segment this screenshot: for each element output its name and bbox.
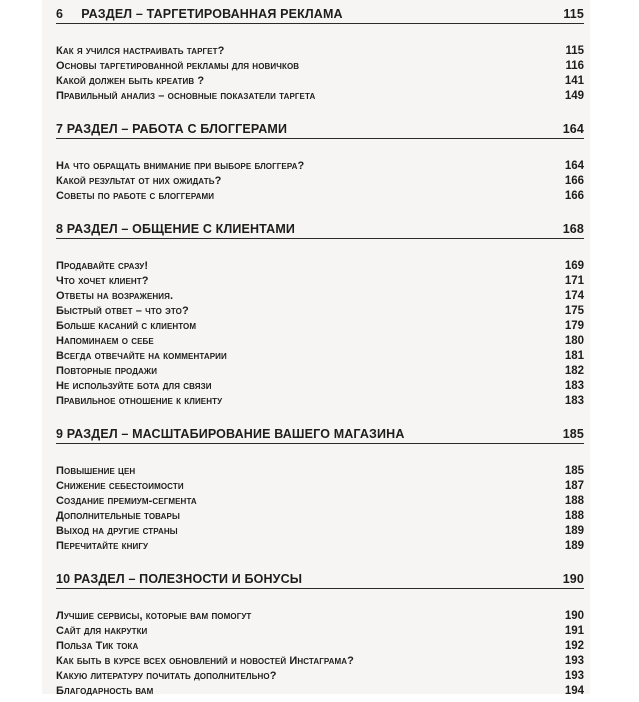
toc-entry bbox=[56, 44, 584, 59]
toc-entry bbox=[56, 479, 584, 494]
toc-entry-page-number: 192 bbox=[564, 640, 584, 652]
section-heading-page-number: 164 bbox=[562, 122, 584, 136]
toc-entry bbox=[56, 89, 584, 104]
toc-entry-page-number: 164 bbox=[564, 160, 584, 172]
toc-entry-title: Сайт для накрутки bbox=[56, 625, 148, 637]
toc-entry bbox=[56, 189, 584, 204]
toc-entry-title: Больше касаний с клиентом bbox=[56, 320, 197, 332]
toc-entry bbox=[56, 74, 584, 89]
toc-entry-title: Основы таргетированной рекламы для новичков bbox=[56, 60, 300, 72]
toc-entry bbox=[56, 304, 584, 319]
section-items bbox=[56, 159, 584, 204]
toc-entry-page-number: 180 bbox=[564, 335, 584, 347]
section-items bbox=[56, 44, 584, 104]
toc-entry bbox=[56, 509, 584, 524]
toc-entry-page-number: 190 bbox=[564, 610, 584, 622]
toc-entry-page-number: 188 bbox=[564, 495, 584, 507]
toc-entry-page-number: 179 bbox=[564, 320, 584, 332]
toc-entry-page-number: 183 bbox=[564, 380, 584, 392]
toc-entry-title: Повышение цен bbox=[56, 465, 136, 477]
toc-entry-page-number: 115 bbox=[565, 45, 584, 57]
toc-section bbox=[56, 8, 584, 104]
toc-entry bbox=[56, 539, 584, 554]
toc-entry-title: Выход на другие страны bbox=[56, 525, 178, 537]
toc-entry-title: Лучшие сервисы, которые вам помогут bbox=[56, 610, 252, 622]
toc-entry-page-number: 193 bbox=[564, 655, 584, 667]
toc-entry-title: Продавайте сразу! bbox=[56, 260, 149, 272]
section-heading-label: 8 РАЗДЕЛ – ОБЩЕНИЕ С КЛИЕНТАМИ bbox=[56, 222, 296, 236]
toc-entry-title: Как быть в курсе всех обновлений и новостей Инстаграма? bbox=[56, 655, 354, 667]
section-heading bbox=[56, 123, 584, 139]
section-heading-page-number: 115 bbox=[563, 7, 584, 21]
toc-entry bbox=[56, 394, 584, 409]
section-items bbox=[56, 259, 584, 409]
section-heading bbox=[56, 8, 584, 24]
toc-entry-page-number: 141 bbox=[564, 75, 584, 87]
section-heading-label: 10 РАЗДЕЛ – ПОЛЕЗНОСТИ И БОНУСЫ bbox=[56, 572, 303, 586]
toc-entry bbox=[56, 349, 584, 364]
section-items bbox=[56, 609, 584, 699]
toc-entry bbox=[56, 319, 584, 334]
toc-entry-title: Какой результат от них ожидать? bbox=[56, 175, 222, 187]
toc-entry bbox=[56, 609, 584, 624]
toc-entry-title: Повторные продажи bbox=[56, 365, 158, 377]
toc-entry-page-number: 166 bbox=[564, 190, 584, 202]
toc-entry-page-number: 182 bbox=[564, 365, 584, 377]
toc-entry bbox=[56, 639, 584, 654]
section-heading bbox=[56, 428, 584, 444]
toc-entry bbox=[56, 159, 584, 174]
toc-entry-title: Быстрый ответ – что это? bbox=[56, 305, 189, 317]
toc-entry-title: Снижение себестоимости bbox=[56, 480, 184, 492]
toc-entry-page-number: 149 bbox=[564, 90, 584, 102]
toc-entry-page-number: 193 bbox=[564, 670, 584, 682]
toc-entry-title: Благодарность вам bbox=[56, 685, 154, 697]
toc-entry-title: Правильное отношение к клиенту bbox=[56, 395, 223, 407]
toc-entry-page-number: 166 bbox=[564, 175, 584, 187]
toc-entry bbox=[56, 684, 584, 699]
toc-section bbox=[56, 573, 584, 699]
toc-entry-title: Дополнительные товары bbox=[56, 510, 180, 522]
table-of-contents bbox=[56, 8, 584, 699]
toc-entry-title: Какой должен быть креатив ? bbox=[56, 75, 205, 87]
toc-entry-page-number: 116 bbox=[565, 60, 584, 72]
toc-entry bbox=[56, 379, 584, 394]
toc-entry-title: Правильный анализ – основные показатели таргета bbox=[56, 90, 316, 102]
toc-entry bbox=[56, 334, 584, 349]
section-heading-page-number: 168 bbox=[562, 222, 584, 236]
toc-entry-page-number: 181 bbox=[564, 350, 584, 362]
toc-entry-page-number: 183 bbox=[564, 395, 584, 407]
toc-entry bbox=[56, 624, 584, 639]
section-heading bbox=[56, 573, 584, 589]
toc-entry bbox=[56, 654, 584, 669]
toc-entry bbox=[56, 59, 584, 74]
toc-entry-title: Какую литературу почитать дополнительно? bbox=[56, 670, 277, 682]
toc-entry-page-number: 174 bbox=[564, 290, 584, 302]
toc-entry-page-number: 169 bbox=[564, 260, 584, 272]
toc-entry-title: Создание премиум-сегмента bbox=[56, 495, 197, 507]
toc-entry-title: Перечитайте книгу bbox=[56, 540, 149, 552]
toc-entry-page-number: 194 bbox=[564, 685, 584, 697]
toc-section bbox=[56, 123, 584, 204]
toc-entry bbox=[56, 669, 584, 684]
toc-entry-page-number: 175 bbox=[564, 305, 584, 317]
toc-entry-title: Не используйте бота для связи bbox=[56, 380, 212, 392]
section-heading-label: 6 РАЗДЕЛ – ТАРГЕТИРОВАННАЯ РЕКЛАМА bbox=[56, 7, 343, 21]
toc-entry bbox=[56, 364, 584, 379]
toc-entry bbox=[56, 494, 584, 509]
toc-entry-title: Всегда отвечайте на комментарии bbox=[56, 350, 227, 362]
section-heading-page-number: 190 bbox=[562, 572, 584, 586]
section-items bbox=[56, 464, 584, 554]
toc-entry-title: Ответы на возражения. bbox=[56, 290, 174, 302]
toc-section bbox=[56, 223, 584, 409]
toc-entry-page-number: 189 bbox=[564, 525, 584, 537]
toc-entry bbox=[56, 274, 584, 289]
toc-entry-page-number: 188 bbox=[564, 510, 584, 522]
toc-section bbox=[56, 428, 584, 554]
toc-entry-title: Что хочет клиент? bbox=[56, 275, 149, 287]
section-heading bbox=[56, 223, 584, 239]
toc-entry-page-number: 187 bbox=[564, 480, 584, 492]
toc-entry-title: Советы по работе с блоггерами bbox=[56, 190, 215, 202]
section-heading-label: 9 РАЗДЕЛ – МАСШТАБИРОВАНИЕ ВАШЕГО МАГАЗИНА bbox=[56, 427, 405, 441]
toc-entry-page-number: 191 bbox=[564, 625, 584, 637]
toc-entry bbox=[56, 174, 584, 189]
toc-entry-page-number: 171 bbox=[564, 275, 584, 287]
document-page bbox=[42, 0, 590, 697]
toc-entry-page-number: 189 bbox=[564, 540, 584, 552]
section-heading-page-number: 185 bbox=[562, 427, 584, 441]
toc-entry-title: Напоминаем о себе bbox=[56, 335, 154, 347]
toc-entry-title: На что обращать внимание при выборе блоггера? bbox=[56, 160, 305, 172]
toc-entry-title: Как я учился настраивать таргет? bbox=[56, 45, 225, 57]
toc-entry bbox=[56, 289, 584, 304]
toc-entry-page-number: 185 bbox=[564, 465, 584, 477]
section-heading-label: 7 РАЗДЕЛ – РАБОТА С БЛОГГЕРАМИ bbox=[56, 122, 288, 136]
toc-entry bbox=[56, 259, 584, 274]
toc-entry-title: Польза Тик тока bbox=[56, 640, 139, 652]
toc-entry bbox=[56, 524, 584, 539]
toc-entry bbox=[56, 464, 584, 479]
